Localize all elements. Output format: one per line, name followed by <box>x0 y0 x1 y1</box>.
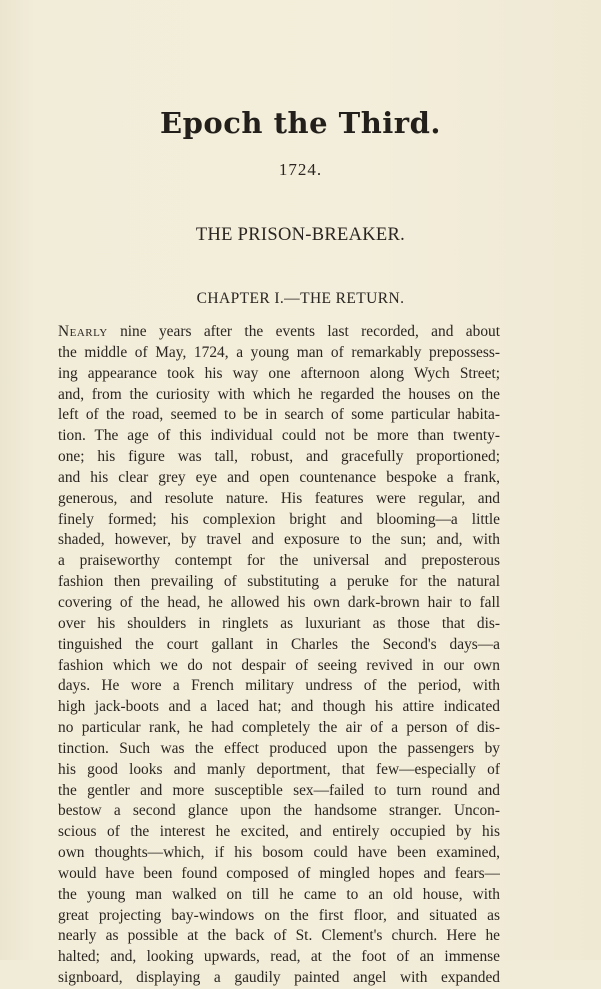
text-line: tinction. Such was the effect produced upon the passengers by <box>58 739 500 757</box>
text-line: tion. The age of this individual could not be more than twenty- <box>58 427 500 445</box>
text-line: the gentler and more susceptible sex—failed to turn round and <box>58 781 500 799</box>
text-line: nearly as possible at the back of St. Clement's church. Here he <box>58 927 500 945</box>
text-line: one; his figure was tall, robust, and gracefully proportioned; <box>58 448 500 466</box>
text-line: would have been found composed of mingled hopes and fears— <box>58 864 500 882</box>
epoch-heading: Epoch the Third. <box>160 106 441 140</box>
text-line: tinguished the court gallant in Charles the Second's days—a <box>58 635 500 653</box>
text-line: generous, and resolute nature. His features were regular, and <box>58 489 500 507</box>
text-line: days. He wore a French military undress of the period, with <box>58 677 500 695</box>
year-heading: 1724. <box>278 160 323 179</box>
opening-word: Nearly <box>58 323 108 340</box>
text-line: own thoughts—which, if his bosom could have been examined, <box>58 844 500 862</box>
text-line: fashion then prevailing of substituting a peruke for the natural <box>58 573 500 591</box>
text-line: over his shoulders in ringlets as luxuriant as those that dis- <box>58 614 500 632</box>
text-line: finely formed; his complexion bright and blooming—a little <box>58 510 500 528</box>
text-line: his good looks and manly deportment, that few—especially of <box>58 760 500 778</box>
text-line: left of the road, seemed to be in search of some particular habita- <box>58 406 500 424</box>
text-line: signboard, displaying a gaudily painted angel with expanded <box>58 969 500 987</box>
text-line: fashion which we do not despair of seeing revived in our own <box>58 656 500 674</box>
text-line: the young man walked on till he came to an old house, with <box>58 885 500 903</box>
body-text <box>58 322 500 989</box>
text-line: and, from the curiosity with which he regarded the houses on the <box>58 385 500 403</box>
text-line: scious of the interest he excited, and entirely occupied by his <box>58 823 500 841</box>
text-line: shaded, however, by travel and exposure to the sun; and, with <box>58 531 500 549</box>
text-line: Nearly nine years after the events last recorded, and about <box>58 323 500 340</box>
book-title: THE PRISON-BREAKER. <box>195 225 406 245</box>
text-line: and his clear grey eye and open countenance bespoke a frank, <box>58 468 500 486</box>
text-line: covering of the head, he allowed his own dark-brown hair to fall <box>58 593 500 611</box>
text-line: ing appearance took his way one afternoon along Wych Street; <box>58 364 500 382</box>
text-line: no particular rank, he had completely the air of a person of dis- <box>58 719 500 737</box>
text-line: high jack-boots and a laced hat; and though his attire indicated <box>58 698 500 716</box>
text-line: bestow a second glance upon the handsome stranger. Uncon- <box>58 802 500 820</box>
text-line: halted; and, looking upwards, read, at the foot of an immense <box>58 948 500 966</box>
chapter-title: CHAPTER I.—THE RETURN. <box>196 290 405 307</box>
text-line: great projecting bay-windows on the first floor, and situated as <box>58 906 500 924</box>
text-line: the middle of May, 1724, a young man of remarkably prepossess- <box>58 343 500 361</box>
text-line: a praiseworthy contempt for the universal and preposterous <box>58 552 500 570</box>
